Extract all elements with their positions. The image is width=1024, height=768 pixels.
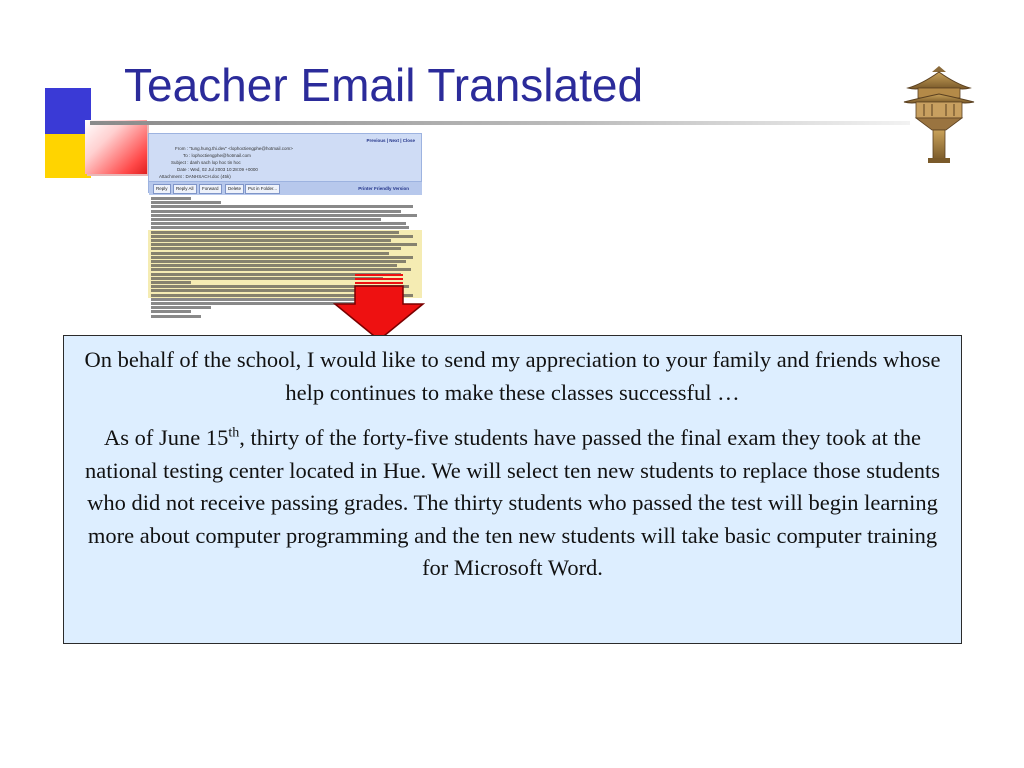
reply-button[interactable]: Reply bbox=[153, 184, 171, 194]
translation-box bbox=[63, 335, 962, 644]
email-text-line bbox=[151, 243, 417, 246]
email-nav-links[interactable]: Previous | Next | Close bbox=[366, 138, 415, 143]
printer-friendly-link[interactable]: Printer Friendly Version bbox=[358, 186, 409, 191]
paragraph-2-start: As of June 15 bbox=[104, 425, 229, 450]
email-to: To : lophoctiengphe@hotmail.com bbox=[183, 153, 251, 158]
email-text-line bbox=[151, 210, 401, 213]
title-underline bbox=[90, 121, 910, 125]
email-text-line bbox=[151, 205, 413, 208]
email-text-line bbox=[151, 226, 409, 229]
email-subject: Subject : danh sach lop hoc tin hoc bbox=[171, 160, 241, 165]
email-header bbox=[148, 133, 422, 193]
paragraph-2-rest: , thirty of the forty-five students have passed the final exam they took at the national testing center located in Hue. We will select ten new students to replace those students who did not receive passing grades. The thirty students who passed the test will begin learning more about computer programming and the ten new students will take basic computer training for Microsoft Word. bbox=[84, 425, 941, 580]
email-text-line bbox=[151, 264, 397, 267]
email-text-line bbox=[151, 252, 389, 255]
email-text-line bbox=[151, 197, 191, 200]
ordinal-suffix: th bbox=[228, 425, 240, 441]
folder-select[interactable]: Put in Folder... bbox=[245, 184, 280, 194]
email-text-line bbox=[151, 315, 201, 318]
email-text-line bbox=[151, 218, 381, 221]
decorative-square-red bbox=[85, 120, 147, 174]
email-text-line bbox=[151, 281, 191, 284]
forward-button[interactable]: Forward bbox=[199, 184, 222, 194]
email-from: From : "tung.hung.thi.dev" <lophoctiengphe@hotmail.com> bbox=[175, 146, 293, 151]
email-text-line bbox=[151, 222, 406, 225]
pagoda-icon bbox=[902, 66, 976, 164]
translation-paragraph-1: On behalf of the school, I would like to send my appreciation to your family and friends whose help continues to make these classes successful … bbox=[84, 347, 941, 405]
email-text-line bbox=[151, 310, 191, 313]
down-arrow-icon bbox=[333, 274, 425, 342]
email-text-line bbox=[151, 235, 413, 238]
email-text-line bbox=[151, 256, 413, 259]
slide-title: Teacher Email Translated bbox=[124, 59, 644, 111]
email-text-line bbox=[151, 214, 417, 217]
email-text-line bbox=[151, 247, 401, 250]
email-text-line bbox=[151, 231, 399, 234]
email-text-line bbox=[151, 260, 406, 263]
email-date: Date : Wed, 02 Jul 2003 10:28:09 +0000 bbox=[177, 167, 258, 172]
translation-paragraph-2 bbox=[76, 422, 949, 585]
email-toolbar bbox=[149, 181, 422, 195]
delete-button[interactable]: Delete bbox=[225, 184, 244, 194]
email-attachment[interactable]: Attachment : DANHSACH.doc (45k) bbox=[159, 174, 231, 179]
email-text-line bbox=[151, 306, 211, 309]
email-text-line bbox=[151, 201, 221, 204]
email-text-line bbox=[151, 239, 391, 242]
email-text-line bbox=[151, 268, 411, 271]
reply-all-button[interactable]: Reply All bbox=[173, 184, 197, 194]
